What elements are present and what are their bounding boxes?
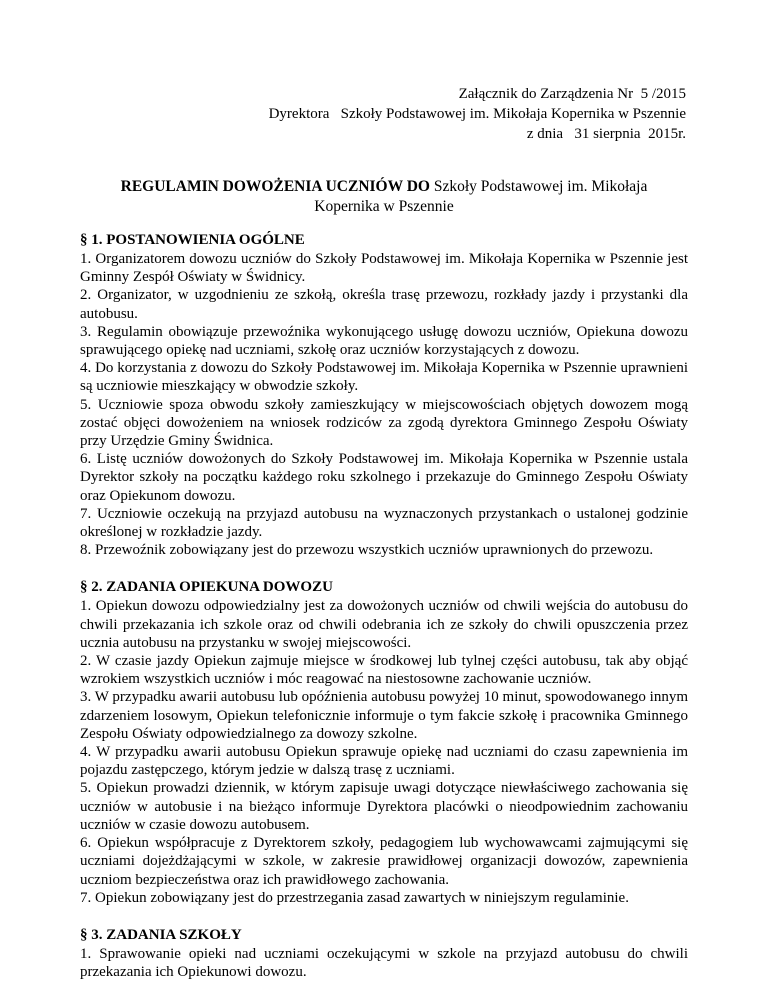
header-line-3: z dnia 31 sierpnia 2015r. [526, 126, 686, 142]
section-heading: § 1. POSTANOWIENIA OGÓLNE [80, 232, 305, 248]
section-heading: § 3. ZADANIA SZKOŁY [80, 926, 242, 943]
section-heading: § 2. ZADANIA OPIEKUNA DOWOZU [80, 579, 333, 596]
title-bold: REGULAMIN DOWOŻENIA UCZNIÓW DO [120, 178, 430, 195]
title-normal: Szkoły Podstawowej im. Mikołaja [429, 178, 648, 195]
section-item: 5. Uczniowie spoza obwodu szkoły zamieszkujący w miejscowościach objętych dowozem mogą zostać objęci dowożeniem na wniosek rodziców za zgodą dyrektora Gminnego Zespołu Oświaty przy Urzędzie Gminy Świdnica. [80, 396, 688, 450]
section-item: 6. Listę uczniów dowożonych do Szkoły Podstawowej im. Mikołaja Kopernika w Pszennie ustala Dyrektor szkoły na początku każdego roku szkolnego i przekazuje do Gminnego Zespołu Oświaty oraz Opiekunom dowozu. [80, 451, 688, 504]
section-item: 5. Opiekun prowadzi dziennik, w którym zapisuje uwagi dotyczące niewłaściwego zachowania się uczniów w autobusie i na bieżąco informuje Dyrektora placówki o nieodpowiednim zachowaniu uczniów w czasie dowozu autobusem. [80, 780, 688, 833]
section-item: 1. Opiekun dowozu odpowiedzialny jest za dowożonych uczniów od chwili wejścia do autobusu do chwili przekazania ich szkole oraz od chwili odebrania ich ze szkoły do chwili opuszczenia przez ucznia autobusu na przystanku w swojej miejscowości. [80, 598, 688, 651]
section-item: 4. W przypadku awarii autobusu Opiekun sprawuje opiekę nad uczniami do czasu zapewnienia im pojazdu zastępczego, którym jedzie w dalszą trasę z uczniami. [80, 744, 688, 779]
document-title [80, 177, 688, 217]
section-item: 4. Do korzystania z dowozu do Szkoły Podstawowej im. Mikołaja Kopernika w Pszennie uprawnieni są uczniowie mieszkający w obwodzie szkoły. [80, 360, 688, 395]
title-line-2: Kopernika w Pszennie [314, 198, 454, 215]
section-3 [80, 926, 688, 981]
section-item: 1. Sprawowanie opieki nad uczniami oczekującymi w szkole na przyjazd autobusu do chwili przekazania ich Opiekunowi dowozu. [80, 945, 688, 981]
section-item: 7. Uczniowie oczekują na przyjazd autobusu na wyznaczonych przystankach o ustalonej godzinie określonej w rozkładzie jazdy. [80, 505, 688, 541]
section-2 [80, 578, 688, 906]
section-item: 3. W przypadku awarii autobusu lub opóźnienia autobusu powyżej 10 minut, spowodowanego innym zdarzeniem losowym, Opiekun telefonicznie informuje o tym fakcie szkołę i pracownika Gminnego Zespołu Oświaty odpowiedzialnego za dowozy szkolne. [80, 689, 688, 742]
section-item: 2. W czasie jazdy Opiekun zajmuje miejsce w środkowej lub tylnej części autobusu, tak aby objąć wzrokiem wszystkich uczniów i móc reagować na niestosowne zachowanie uczniów. [80, 653, 688, 688]
attachment-header [269, 84, 686, 144]
section-item: 8. Przewoźnik zobowiązany jest do przewozu wszystkich uczniów uprawnionych do przewozu. [80, 542, 654, 559]
document-body [80, 231, 688, 1000]
header-line-1: Załącznik do Zarządzenia Nr 5 /2015 [458, 86, 686, 102]
section-1 [80, 231, 688, 559]
header-line-2: Dyrektora Szkoły Podstawowej im. Mikołaja Kopernika w Pszennie [268, 106, 686, 122]
section-item: 6. Opiekun współpracuje z Dyrektorem szkoły, pedagogiem lub wychowawcami zajmującymi się uczniami dojeżdżającymi w szkole, w zakresie prawidłowej organizacji dowozów, zapewnienia uczniom bezpieczeństwa oraz ich prawidłowego zachowania. [80, 835, 688, 888]
section-item: 3. Regulamin obowiązuje przewoźnika wykonującego usługę dowozu uczniów, Opiekuna dowozu sprawującego opiekę nad uczniami, szkołę oraz uczniów korzystających z dowozu. [80, 323, 688, 359]
section-item: 1. Organizatorem dowozu uczniów do Szkoły Podstawowej im. Mikołaja Kopernika w Pszennie jest Gminny Zespół Oświaty w Świdnicy. [80, 251, 688, 286]
section-item: 7. Opiekun zobowiązany jest do przestrzegania zasad zawartych w niniejszym regulaminie. [80, 889, 629, 906]
section-item: 2. Organizator, w uzgodnieniu ze szkołą, określa trasę przewozu, rozkłady jazdy i przystanki dla autobusu. [80, 287, 688, 322]
